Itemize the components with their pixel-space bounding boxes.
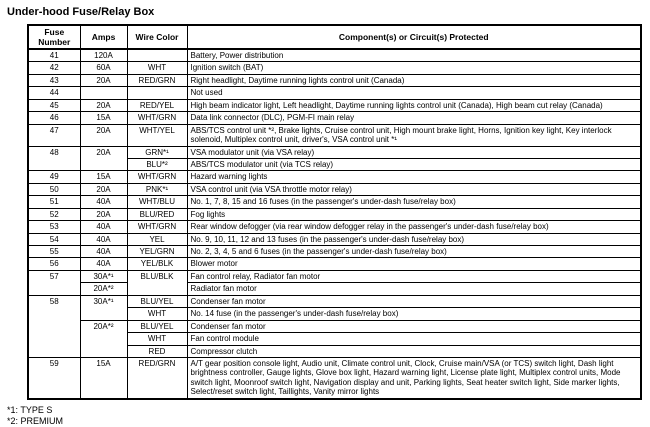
col-header-components: Component(s) or Circuit(s) Protected <box>187 25 641 49</box>
table-cell: WHT/BLU <box>127 196 187 208</box>
table-row <box>28 171 641 183</box>
component-cell: Fog lights <box>187 208 641 220</box>
table-cell: 59 <box>28 357 80 398</box>
table-row <box>28 124 641 146</box>
table-row <box>28 146 641 158</box>
table-row <box>28 183 641 195</box>
table-cell: WHT/GRN <box>127 112 187 124</box>
table-cell: WHT <box>127 308 187 320</box>
table-cell: WHT <box>127 333 187 345</box>
table-cell: RED/GRN <box>127 74 187 86</box>
table-row <box>28 49 641 62</box>
table-row <box>28 246 641 258</box>
table-cell: 20A <box>80 124 127 146</box>
table-cell: 51 <box>28 196 80 208</box>
component-cell: Data link connector (DLC), PGM-FI main relay <box>187 112 641 124</box>
table-cell: 47 <box>28 124 80 146</box>
table-cell: 20A*² <box>80 283 127 295</box>
footnotes <box>7 405 643 426</box>
component-cell: Condenser fan motor <box>187 320 641 332</box>
table-cell: 30A*¹ <box>80 270 127 282</box>
table-cell: WHT/YEL <box>127 124 187 146</box>
component-cell: Condenser fan motor <box>187 295 641 307</box>
footnote-premium: *2: PREMIUM <box>7 415 64 426</box>
table-row <box>28 357 641 398</box>
table-row <box>28 196 641 208</box>
col-header-amps: Amps <box>80 25 127 49</box>
table-cell: 43 <box>28 74 80 86</box>
table-cell: 20A*² <box>80 320 127 357</box>
component-cell: Ignition switch (BAT) <box>187 62 641 74</box>
table-cell: 120A <box>80 49 127 62</box>
table-cell: 30A*¹ <box>80 295 127 320</box>
component-cell: No. 9, 10, 11, 12 and 13 fuses (in the passenger's under-dash fuse/relay box) <box>187 233 641 245</box>
component-cell: VSA control unit (via VSA throttle motor relay) <box>187 183 641 195</box>
table-cell: 53 <box>28 221 80 233</box>
table-cell: 60A <box>80 62 127 74</box>
table-row <box>28 233 641 245</box>
table-cell: 56 <box>28 258 80 270</box>
component-cell: Hazard warning lights <box>187 171 641 183</box>
component-cell: ABS/TCS control unit *², Brake lights, Cruise control unit, High mount brake light, Horns, Ignition key light, Key interlock solenoid, Multiplex control unit, driver's, VSA control unit *¹ <box>187 124 641 146</box>
table-cell: BLU/RED <box>127 208 187 220</box>
component-cell: No. 2, 3, 4, 5 and 6 fuses (in the passenger's under-dash fuse/relay box) <box>187 246 641 258</box>
table-row <box>28 258 641 270</box>
table-row <box>28 283 641 295</box>
component-cell: Fan control relay, Radiator fan motor <box>187 270 641 282</box>
table-cell: 15A <box>80 171 127 183</box>
header-row <box>28 25 641 49</box>
table-cell: 15A <box>80 112 127 124</box>
table-cell: GRN*¹ <box>127 146 187 158</box>
table-cell: 54 <box>28 233 80 245</box>
col-header-fuse-number: Fuse Number <box>28 25 80 49</box>
table-row <box>28 112 641 124</box>
table-cell: 20A <box>80 183 127 195</box>
table-cell: YEL <box>127 233 187 245</box>
table-cell: YEL/GRN <box>127 246 187 258</box>
table-cell: 45 <box>28 99 80 111</box>
table-cell: 44 <box>28 87 80 99</box>
table-cell: 46 <box>28 112 80 124</box>
component-cell: Not used <box>187 87 641 99</box>
table-row <box>28 270 641 282</box>
component-cell: Rear window defogger (via rear window defogger relay in the passenger's under-dash fuse/relay box) <box>187 221 641 233</box>
table-row <box>28 320 641 332</box>
table-cell <box>127 49 187 62</box>
component-cell: VSA modulator unit (via VSA relay) <box>187 146 641 158</box>
table-cell: BLU*² <box>127 158 187 170</box>
table-cell: 42 <box>28 62 80 74</box>
table-cell: 57 <box>28 270 80 295</box>
fuse-table <box>27 24 642 400</box>
component-cell: Radiator fan motor <box>187 283 641 295</box>
table-cell: 40A <box>80 246 127 258</box>
component-cell: Compressor clutch <box>187 345 641 357</box>
table-cell: 20A <box>80 208 127 220</box>
table-cell: 55 <box>28 246 80 258</box>
table-row <box>28 208 641 220</box>
table-cell: 41 <box>28 49 80 62</box>
footnote-type-s: *1: TYPE S <box>7 404 53 415</box>
table-cell: RED/YEL <box>127 99 187 111</box>
page-title: Under-hood Fuse/Relay Box <box>7 6 155 18</box>
table-cell: 40A <box>80 196 127 208</box>
table-cell: 40A <box>80 233 127 245</box>
table-cell: 20A <box>80 99 127 111</box>
component-cell: Battery, Power distribution <box>187 49 641 62</box>
table-cell: 15A <box>80 357 127 398</box>
table-cell: 20A <box>80 74 127 86</box>
component-cell: ABS/TCS modulator unit (via TCS relay) <box>187 158 641 170</box>
component-cell: High beam indicator light, Left headlight, Daytime running lights control unit (Canada), High beam cut relay (Canada) <box>187 99 641 111</box>
table-row <box>28 62 641 74</box>
table-cell: RED/GRN <box>127 357 187 398</box>
table-cell <box>80 87 127 99</box>
table-cell: RED <box>127 345 187 357</box>
component-cell: A/T gear position console light, Audio unit, Climate control unit, Clock, Cruise main/VSA (or TCS) switch light, Dash light brightness controller, Gauge lights, Glove box light, Hazard warning light, License plate light, Multiplex control units, Mode switch light, Moonroof switch light, Navigation display and unit, Parking lights, Seat heater switch light, Side marker lights, Select/reset switch light, Taillights, Vanity mirror lights <box>187 357 641 398</box>
col-header-wire-color: Wire Color <box>127 25 187 49</box>
table-cell: 40A <box>80 221 127 233</box>
table-row <box>28 74 641 86</box>
table-row <box>28 87 641 99</box>
table-cell: 50 <box>28 183 80 195</box>
table-cell: BLU/BLK <box>127 270 187 295</box>
table-cell: 40A <box>80 258 127 270</box>
table-cell: WHT/GRN <box>127 221 187 233</box>
table-cell: WHT/GRN <box>127 171 187 183</box>
table-cell: BLU/YEL <box>127 320 187 332</box>
table-row <box>28 221 641 233</box>
table-cell: 49 <box>28 171 80 183</box>
component-cell: Fan control module <box>187 333 641 345</box>
table-cell: WHT <box>127 62 187 74</box>
table-row <box>28 295 641 307</box>
table-cell <box>127 87 187 99</box>
component-cell: No. 14 fuse (in the passenger's under-dash fuse/relay box) <box>187 308 641 320</box>
table-cell: BLU/YEL <box>127 295 187 307</box>
table-cell: YEL/BLK <box>127 258 187 270</box>
table-cell: PNK*¹ <box>127 183 187 195</box>
component-cell: Blower motor <box>187 258 641 270</box>
fuse-table-body <box>28 49 641 399</box>
component-cell: Right headlight, Daytime running lights control unit (Canada) <box>187 74 641 86</box>
table-cell: 58 <box>28 295 80 357</box>
table-cell: 52 <box>28 208 80 220</box>
component-cell: No. 1, 7, 8, 15 and 16 fuses (in the passenger's under-dash fuse/relay box) <box>187 196 641 208</box>
table-row <box>28 99 641 111</box>
table-cell: 20A <box>80 146 127 171</box>
table-cell: 48 <box>28 146 80 171</box>
